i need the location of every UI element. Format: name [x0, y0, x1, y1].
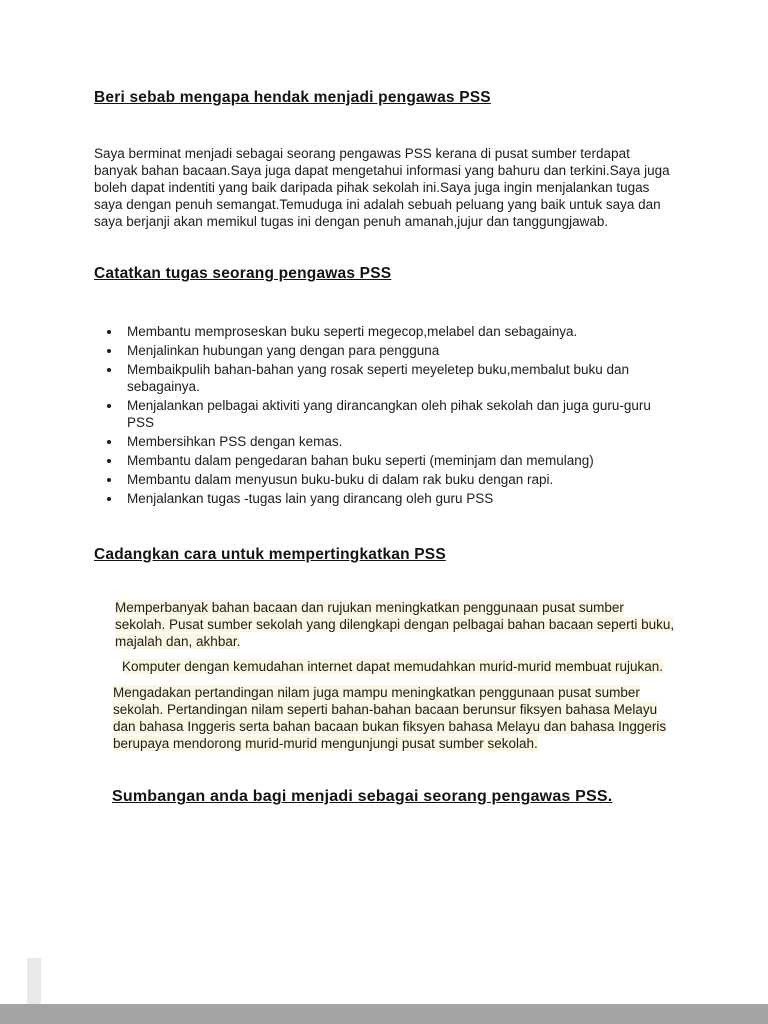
section-heading-tasks: Catatkan tugas seorang pengawas PSS: [94, 265, 392, 283]
tasks-bullet-list: [94, 323, 676, 507]
task-list-item: • Membersihkan PSS dengan kemas.: [122, 433, 676, 450]
page-corner-artifact: [27, 958, 41, 1004]
reasons-paragraph: Saya berminat menjadi sebagai seorang pengawas PSS kerana di pusat sumber terdapat banyak bahan bacaan.Saya juga dapat mengetahui informasi yang bahuru dan terkini.Saya juga boleh dapat indentiti yang baik daripada pihak sekolah ini.Saya juga ingin menjalankan tugas saya dengan penuh semangat.Temuduga ini adalah sebuah peluang yang baik untuk saya dan saya berjanji akan memikul tugas ini dengan penuh amanah,jujur dan tanggungjawab.: [94, 146, 670, 230]
section-heading-suggestions: Cadangkan cara untuk mempertingkatkan PSS: [94, 545, 446, 563]
task-list-item: • Menjalankan pelbagai aktiviti yang dirancangkan oleh pihak sekolah dan juga guru-guru PSS: [122, 397, 676, 431]
highlighted-text: Memperbanyak bahan bacaan dan rujukan meningkatkan penggunaan pusat sumber sekolah. Pusat sumber sekolah yang dilengkapi dengan pelbagai bahan bacaan seperti buku, majalah dan, akhbar.: [115, 600, 675, 650]
suggestion-paragraph: [103, 658, 676, 675]
highlighted-text: Komputer dengan kemudahan internet dapat memudahkan murid-murid membuat rujukan.: [122, 659, 664, 675]
task-list-item: • Menjalankan tugas -tugas lain yang dirancang oleh guru PSS: [122, 490, 676, 507]
task-list-item: • Membaikpulih bahan-bahan yang rosak seperti meyeletep buku,membalut buku dan sebagainya.: [122, 361, 676, 395]
task-list-item: • Menjalinkan hubungan yang dengan para pengguna: [122, 342, 676, 359]
highlighted-text: Mengadakan pertandingan nilam juga mampu meningkatkan penggunaan pusat sumber sekolah. Pertandingan nilam seperti bahan-bahan bacaan berunsur fiksyen bahasa Melayu dan bahasa Inggeris serta bahan bacaan bukan fiksyen bahasa Melayu dan bahasa Inggeris berupaya mendorong murid-murid mengunjungi pusat sumber sekolah.: [113, 685, 667, 752]
suggestion-paragraph: [115, 599, 676, 650]
section-heading-contribution: Sumbangan anda bagi menjadi sebagai seorang pengawas PSS.: [112, 788, 613, 806]
task-list-item: • Membantu dalam pengedaran bahan buku seperti (meminjam dan memulang): [122, 452, 676, 469]
page-bottom-gutter: [0, 1004, 768, 1024]
task-list-item: • Membantu memproseskan buku seperti megecop,melabel dan sebagainya.: [122, 323, 676, 340]
section-heading-reasons: Beri sebab mengapa hendak menjadi pengawas PSS: [94, 89, 491, 106]
task-list-item: • Membantu dalam menyusun buku-buku di dalam rak buku dengan rapi.: [122, 471, 676, 488]
suggestion-paragraph: [113, 684, 676, 752]
